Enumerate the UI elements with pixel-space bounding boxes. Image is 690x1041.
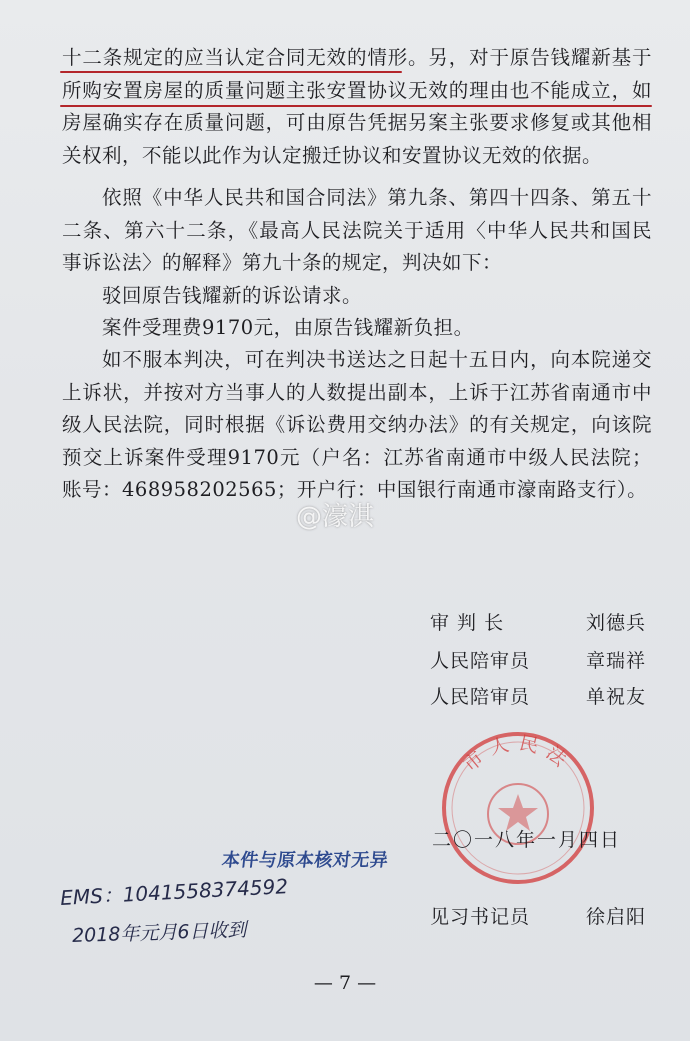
court-seal-icon xyxy=(438,728,598,888)
paragraph-appeal: 如不服本判决，可在判决书送达之日起十五日内，向本院递交上诉状，并按对方当事人的人数提出副本，上诉于江苏省南通市中级人民法院，同时根据《诉讼费用交纳办法》的有关规定，向该院预交上诉案件受理9170元（户名：江苏省南通市中级人民法院；账号：468958202565；开户行：中国银行南通市濠南路支行）。 xyxy=(62,348,652,501)
clerk-role: 见习书记员 xyxy=(430,906,531,928)
handwritten-received-date: 2018年元月6日收到 xyxy=(71,918,247,948)
signature-name-juror-1: 章瑞祥 xyxy=(586,650,647,672)
red-underline-2 xyxy=(60,105,652,107)
handwritten-ems-number: EMS：1041558374592 xyxy=(59,874,289,910)
signature-role-presiding-judge: 审 判 长 xyxy=(430,612,505,634)
red-underline-1 xyxy=(60,71,402,73)
signature-role-juror-2: 人民陪审员 xyxy=(430,686,531,708)
paragraph-verdict: 驳回原告钱耀新的诉讼请求。 xyxy=(102,284,363,307)
judgment-date: 二〇一八年一月四日 xyxy=(432,829,622,851)
signature-name-presiding-judge: 刘德兵 xyxy=(586,612,647,634)
clerk-name: 徐启阳 xyxy=(586,906,647,928)
page-number: — 7 — xyxy=(313,972,377,994)
copy-verification-stamp: 本件与原本核对无异 xyxy=(220,850,390,871)
signature-name-juror-2: 单祝友 xyxy=(586,686,647,708)
svg-text:市人民法 xyxy=(459,732,576,776)
signature-role-juror-1: 人民陪审员 xyxy=(430,650,531,672)
watermark: @濠淇 xyxy=(296,502,375,532)
paragraph-legal-basis: 依照《中华人民共和国合同法》第九条、第四十四条、第五十二条、第六十二条，《最高人民法院关于适用〈中华人民共和国民事诉讼法〉的解释》第九十条的规定，判决如下： xyxy=(62,186,652,274)
paragraph-reasoning: 十二条规定的应当认定合同无效的情形。另，对于原告钱耀新基于所购安置房屋的质量问题主张安置协议无效的理由也不能成立，如房屋确实存在质量问题，可由原告凭据另案主张要求修复或其他相关权利，不能以此作为认定搬迁协议和安置协议无效的依据。 xyxy=(62,46,652,167)
paragraph-fee: 案件受理费9170元，由原告钱耀新负担。 xyxy=(102,316,474,339)
seal-text: 市人民法 xyxy=(459,731,577,777)
